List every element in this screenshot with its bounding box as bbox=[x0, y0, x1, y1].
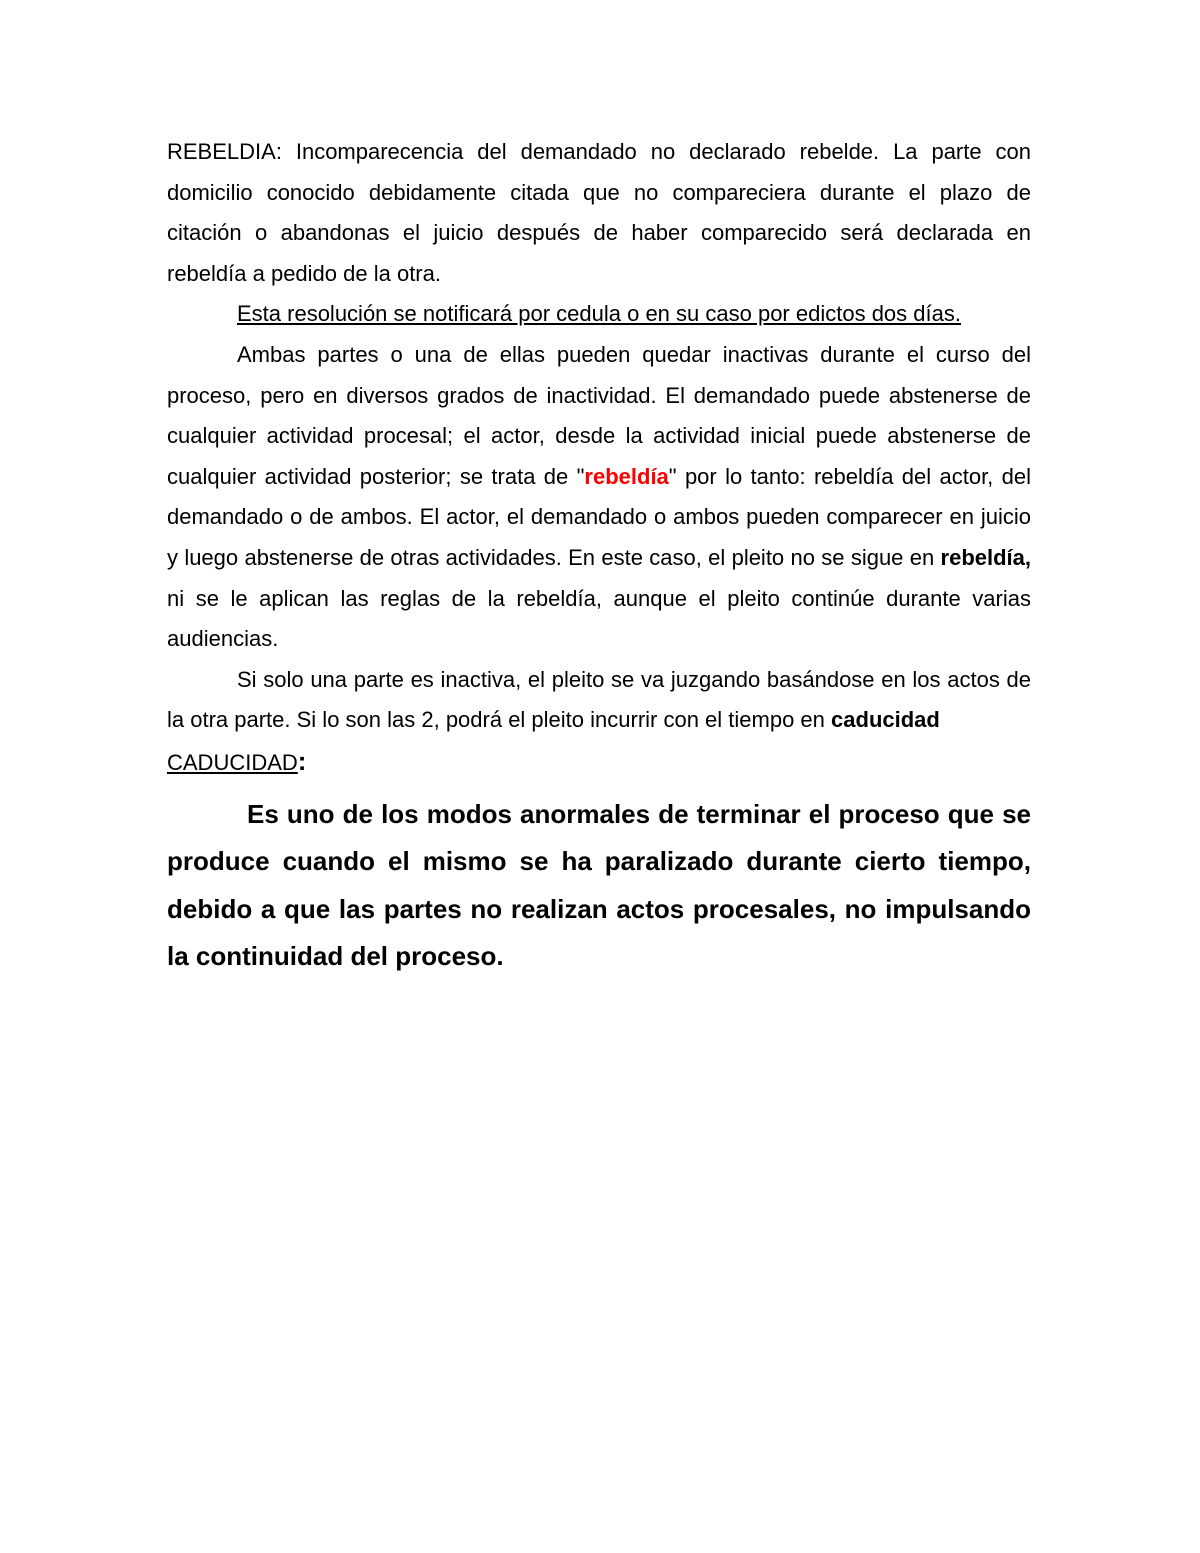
paragraph-rebeldia-definition: REBELDIA: Incomparecencia del demandado no declarado rebelde. La parte con domicilio conocido debidamente citada que no compareciera durante el plazo de citación o abandonas el juicio después de haber comparecido será declarada en rebeldía a pedido de la otra. bbox=[167, 139, 1031, 286]
paragraph-one-party-inactive bbox=[167, 660, 1031, 741]
caducidad-heading bbox=[167, 741, 1031, 783]
inactivity-text-c: ni se le aplican las reglas de la rebeldía, aunque el pleito continúe durante varias audiencias. bbox=[167, 585, 1031, 652]
caducidad-heading-colon: : bbox=[297, 745, 307, 776]
document-page bbox=[167, 132, 1031, 981]
rebeldia-highlight: rebeldía bbox=[584, 463, 669, 489]
caducidad-bold: caducidad bbox=[831, 707, 940, 733]
one-party-text: Si solo una parte es inactiva, el pleito se va juzgando basándose en los actos de la otra parte. Si lo son las 2, podrá el pleito incurrir con el tiempo en bbox=[167, 666, 1031, 733]
paragraph-notification bbox=[167, 294, 1031, 335]
inactivity-text-a: Ambas partes o una de ellas pueden quedar inactivas durante el curso del proceso, pero en diversos grados de inactividad. El demandado puede abstenerse de cualquier actividad procesal; el actor, desde la actividad inicial puede abstenerse de cualquier actividad posterior; se trata de " bbox=[167, 341, 1031, 489]
rebeldia-bold: rebeldía, bbox=[940, 544, 1031, 570]
notification-text: Esta resolución se notificará por cedula o en su caso por edictos dos días. bbox=[237, 301, 961, 327]
caducidad-heading-label: CADUCIDAD bbox=[167, 749, 298, 775]
caducidad-definition: Es uno de los modos anormales de terminar el proceso que se produce cuando el mismo se ha paralizado durante cierto tiempo, debido a que las partes no realizan actos procesales, no impulsando la continuidad del proceso. bbox=[167, 798, 1031, 972]
paragraph-inactivity bbox=[167, 335, 1031, 660]
inactivity-text-b: " por lo tanto: rebeldía del actor, del demandado o de ambos. El actor, el demandado o ambos pueden comparecer en juicio y luego abstenerse de otras actividades. En este caso, el pleito no se sigue en bbox=[167, 463, 1031, 570]
